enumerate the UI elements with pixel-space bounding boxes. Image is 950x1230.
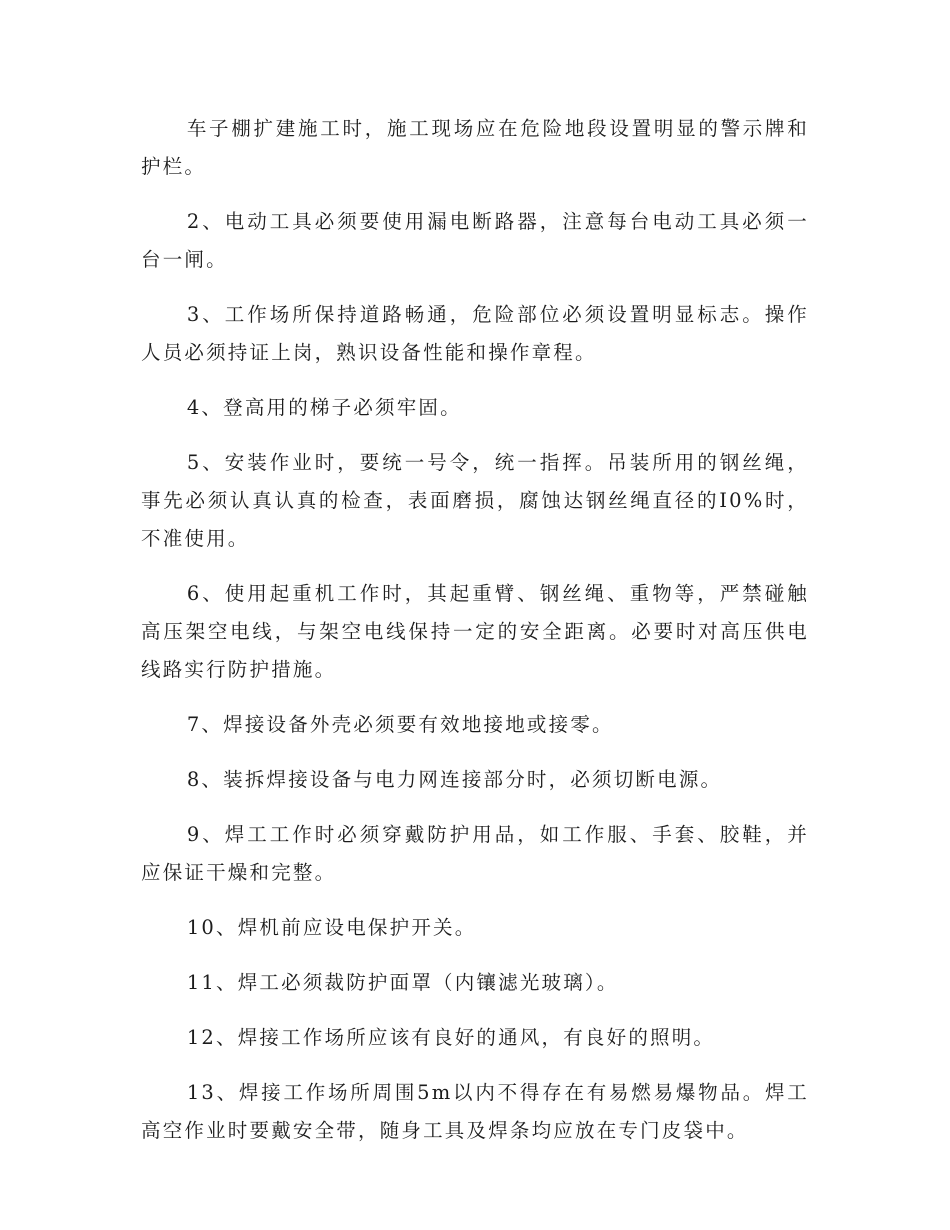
paragraph-item-5: 5、安装作业时，要统一号令，统一指挥。吊装所用的钢丝绳，事先必须认真认真的检查，表面磨损，腐蚀达钢丝绳直径的I0%时，不准使用。: [141, 451, 809, 550]
document-body: [141, 110, 809, 1167]
paragraph-item-4: 4、登高用的梯子必须牢固。: [186, 396, 462, 419]
paragraph-item-9: 9、焊工工作时必须穿戴防护用品，如工作服、手套、胶鞋，并应保证干燥和完整。: [141, 823, 809, 884]
paragraph-item-8: 8、装拆焊接设备与电力网连接部分时，必须切断电源。: [186, 768, 723, 791]
paragraph-item-7: 7、焊接设备外壳必须要有效地接地或接零。: [186, 713, 614, 736]
paragraph-item-6: 6、使用起重机工作时，其起重臂、钢丝绳、重物等，严禁碰触高压架空电线，与架空电线保持一定的安全距离。必要时对高压供电线路实行防护措施。: [141, 582, 809, 681]
paragraph-item-12: 12、焊接工作场所应该有良好的通风，有良好的照明。: [186, 1026, 716, 1049]
paragraph-item-3: 3、工作场所保持道路畅通，危险部位必须设置明显标志。操作人员必须持证上岗，熟识设备性能和操作章程。: [141, 303, 809, 364]
paragraph-item-10: 10、焊机前应设电保护开关。: [186, 916, 477, 939]
paragraph-item-11: 11、焊工必须裁防护面罩（内镶滤光玻璃）。: [186, 971, 619, 994]
paragraph-item-13: 13、焊接工作场所周围5m以内不得存在有易燃易爆物品。焊工高空作业时要戴安全带，随身工具及焊条均应放在专门皮袋中。: [141, 1081, 809, 1142]
paragraph-item-2: 2、电动工具必须要使用漏电断路器，注意每台电动工具必须一台一闸。: [141, 210, 809, 271]
paragraph-intro: 车子棚扩建施工时，施工现场应在危险地段设置明显的警示牌和护栏。: [141, 117, 809, 178]
